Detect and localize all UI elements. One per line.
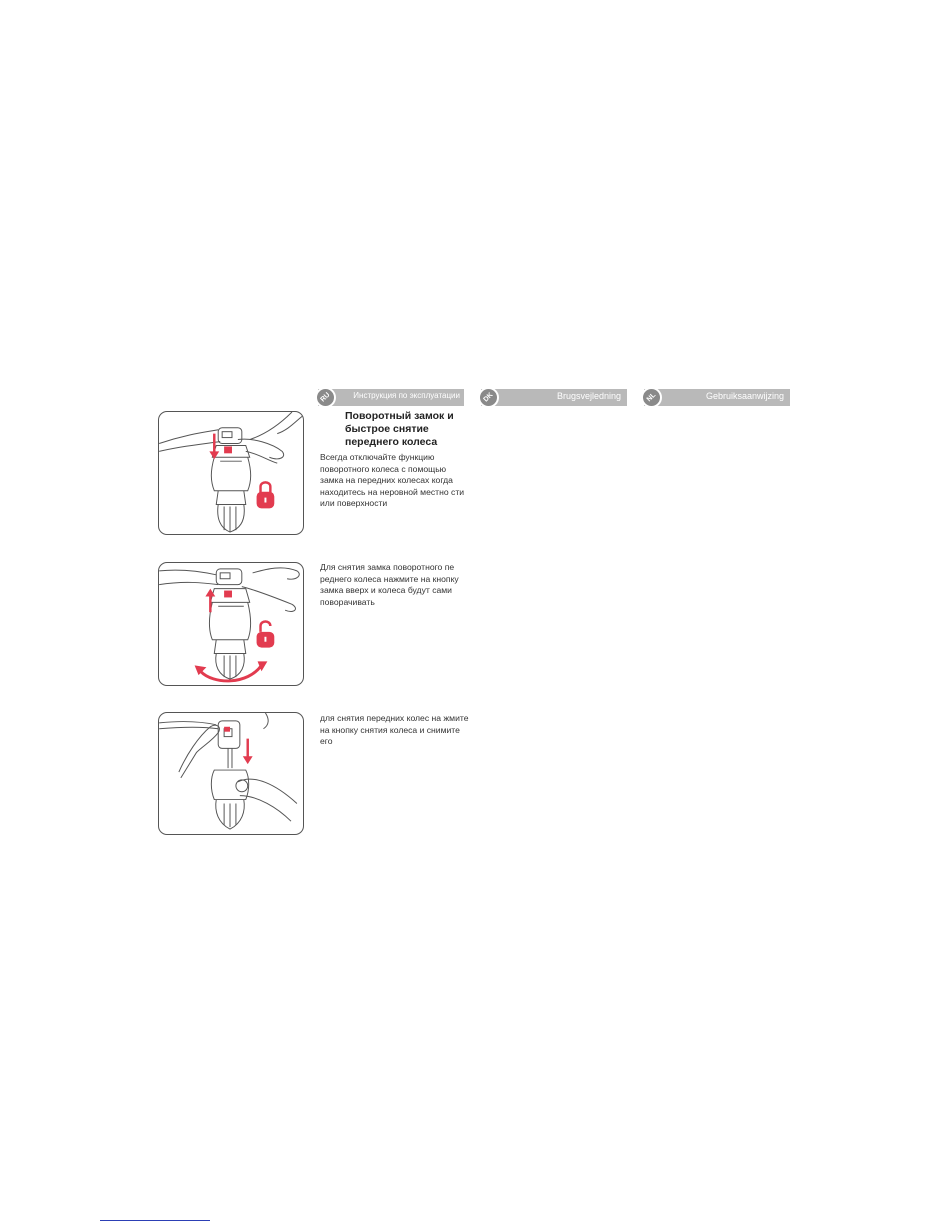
lang-badge-ru: RU — [315, 387, 336, 408]
up-arrow-icon — [205, 589, 215, 613]
lang-header-nl — [644, 389, 790, 406]
lang-badge-dk: DK — [478, 387, 499, 408]
lang-header-ru — [318, 389, 464, 406]
step-1-text: Всегда отключайте функцию поворотного колеса с помощью замка на передних колесах когда находитесь на неровной местно сти или поверхности — [320, 452, 465, 509]
step-3-text: для снятия передних колес на жмите на кнопку снятия колеса и снимите его — [320, 713, 469, 747]
lang-title-ru: Инструкция по эксплуатации — [353, 391, 460, 400]
locked-padlock-icon — [257, 482, 275, 508]
step-2-text: Для снятия замка поворотного пе реднего колеса нажмите на кнопку замка вверх и колеса будут сами поворачивать — [320, 562, 459, 607]
illustration-lock-swivel — [158, 411, 304, 535]
illustration-remove-wheel — [158, 712, 304, 835]
down-arrow-icon — [243, 739, 253, 765]
unlocked-padlock-icon — [257, 622, 275, 648]
rotation-arrow-icon — [195, 661, 268, 681]
illustration-unlock-swivel — [158, 562, 304, 686]
lang-title-dk: Brugsvejledning — [556, 391, 621, 401]
section-title: Поворотный замок и быстрое снятие переднего колеса — [345, 410, 454, 448]
footer-line — [100, 1220, 210, 1221]
lang-header-dk — [481, 389, 627, 406]
lang-title-nl: Gebruiksaanwijzing — [705, 391, 784, 401]
lang-badge-nl: NL — [641, 387, 662, 408]
